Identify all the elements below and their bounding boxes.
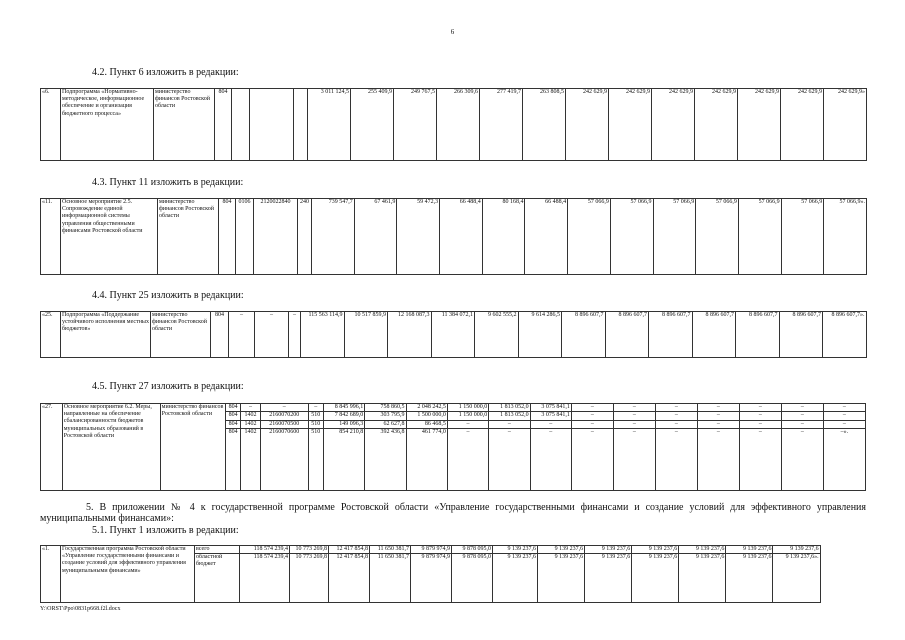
- value-cell: –: [447, 429, 488, 491]
- table-point-11: [40, 198, 867, 275]
- value-cell: 149 096,3: [323, 420, 364, 428]
- value-cell: –: [823, 420, 865, 428]
- page-number: 6: [450, 28, 455, 36]
- value-cell: –: [571, 429, 613, 491]
- value-cell: –: [697, 429, 739, 491]
- value-cell: 115 563 114,9: [301, 312, 345, 358]
- value-cell: 66 488,4: [525, 199, 568, 275]
- table-row: [41, 89, 867, 161]
- value-cell: –: [655, 404, 697, 412]
- section-heading-5-1: 5.1. Пункт 1 изложить в редакции:: [92, 525, 239, 536]
- value-cell: 7 842 689,0: [323, 412, 364, 420]
- vr-cell: [294, 89, 308, 161]
- value-cell: 242 629,9: [738, 89, 781, 161]
- value-cell: 80 168,4: [482, 199, 525, 275]
- value-cell: 9 139 237,6: [679, 554, 726, 603]
- csr-cell: 2160070600: [260, 429, 308, 491]
- value-cell: 249 767,5: [394, 89, 437, 161]
- value-cell: –: [655, 412, 697, 420]
- value-cell: 11 384 072,1: [431, 312, 475, 358]
- value-cell: 3 011 124,5: [308, 89, 351, 161]
- value-cell: 8 896 607,7: [605, 312, 649, 358]
- row-executor: министерство финансов Ростовской области: [151, 312, 211, 358]
- value-cell: 9 139 237,6: [726, 546, 773, 554]
- value-cell: 303 795,9: [365, 412, 406, 420]
- value-cell: 8 896 607,7: [649, 312, 693, 358]
- value-cell: 57 066,9: [653, 199, 696, 275]
- row-executor: министерство финансов Ростовской области: [160, 404, 225, 491]
- section-heading-4-3: 4.3. Пункт 11 изложить в редакции:: [92, 177, 244, 188]
- value-cell: –: [697, 420, 739, 428]
- value-cell: 10 773 269,8: [290, 546, 329, 554]
- value-cell: 9 139 237,6».: [773, 554, 820, 603]
- table-point-25: [40, 311, 867, 358]
- value-cell: 242 629,9: [566, 89, 609, 161]
- row-name: Основное мероприятие 6.2. Меры, направленные на обеспечение сбалансированности бюджетов муниципальных образований в Ростовской области: [62, 404, 160, 491]
- value-cell: –: [613, 429, 655, 491]
- value-cell: –».: [823, 429, 865, 491]
- csr-cell: –: [260, 404, 308, 412]
- vr-cell: –: [289, 312, 301, 358]
- file-path-footer: Y:\ORST\Ppo\0831p668.f2l.docx: [40, 606, 121, 612]
- csr-cell: –: [255, 312, 289, 358]
- value-cell: 263 808,5: [523, 89, 566, 161]
- grbs-cell: 804: [211, 312, 229, 358]
- section-heading-4-2: 4.2. Пункт 6 изложить в редакции:: [92, 67, 239, 78]
- vr-cell: –: [308, 404, 323, 412]
- grbs-cell: 804: [219, 199, 236, 275]
- value-cell: 9 139 237,6: [585, 546, 632, 554]
- value-cell: 9 139 237,6: [493, 554, 538, 603]
- row-number: «1.: [41, 546, 61, 603]
- rzpr-cell: 1402: [241, 429, 261, 491]
- value-cell: –: [571, 404, 613, 412]
- value-cell: 57 066,9: [738, 199, 781, 275]
- value-cell: –: [530, 420, 571, 428]
- value-cell: 12 417 854,8: [329, 554, 370, 603]
- row-executor: министерство финансов Ростовской области: [158, 199, 219, 275]
- value-cell: –: [697, 412, 739, 420]
- value-cell: –: [489, 429, 530, 491]
- value-cell: –: [530, 429, 571, 491]
- paragraph-5: 5. В приложении № 4 к государственной программе Ростовской области «Управление государственными финансами и создание условий для эффективного управления муниципальными финансами»:: [40, 502, 866, 524]
- value-cell: –: [447, 420, 488, 428]
- value-cell: 1 813 052,0: [489, 412, 530, 420]
- value-cell: –: [613, 420, 655, 428]
- grbs-cell: 804: [225, 404, 240, 412]
- value-cell: 242 629,9: [609, 89, 652, 161]
- value-cell: 67 461,9: [354, 199, 397, 275]
- csr-cell: 2160070500: [260, 420, 308, 428]
- value-cell: –: [781, 412, 823, 420]
- value-cell: 242 629,9»: [824, 89, 867, 161]
- value-cell: 1 150 000,0: [447, 404, 488, 412]
- value-cell: 255 409,9: [351, 89, 394, 161]
- value-cell: –: [781, 404, 823, 412]
- vr-cell: 510: [308, 420, 323, 428]
- value-cell: 11 650 381,7: [370, 554, 411, 603]
- row-name: Подпрограмма «Поддержание устойчивого исполнения местных бюджетов»: [61, 312, 151, 358]
- value-cell: 57 066,9: [610, 199, 653, 275]
- rzpr-cell: 0106: [236, 199, 254, 275]
- table-row: [41, 312, 867, 358]
- value-cell: 242 629,9: [652, 89, 695, 161]
- row-name: Государственная программа Ростовской области «Управление государственными финансами и создание условий для эффективного управления муниципальными финансами»: [61, 546, 195, 603]
- value-cell: 9 139 237,6: [632, 546, 679, 554]
- value-cell: 9 614 286,5: [518, 312, 562, 358]
- value-cell: 12 168 087,3: [388, 312, 432, 358]
- value-cell: –: [739, 412, 781, 420]
- rzpr-cell: –: [229, 312, 255, 358]
- value-cell: 277 419,7: [480, 89, 523, 161]
- csr-cell: [250, 89, 294, 161]
- value-cell: 242 629,9: [695, 89, 738, 161]
- value-cell: 11 650 381,7: [370, 546, 411, 554]
- value-cell: 9 139 237,6: [585, 554, 632, 603]
- table-row: [41, 199, 867, 275]
- section-heading-4-5: 4.5. Пункт 27 изложить в редакции:: [92, 381, 244, 392]
- value-cell: –: [613, 412, 655, 420]
- value-cell: 8 896 607,7: [736, 312, 780, 358]
- value-cell: 758 860,5: [365, 404, 406, 412]
- table-point-6: [40, 88, 867, 161]
- value-cell: 9 878 095,0: [452, 554, 493, 603]
- value-cell: –: [739, 420, 781, 428]
- grbs-cell: 804: [225, 412, 240, 420]
- value-cell: –: [781, 420, 823, 428]
- value-cell: 8 896 607,7: [779, 312, 823, 358]
- section-heading-4-4: 4.4. Пункт 25 изложить в редакции:: [92, 290, 244, 301]
- value-cell: 9 139 237,6: [726, 554, 773, 603]
- csr-cell: 2160070200: [260, 412, 308, 420]
- value-cell: 2 048 242,5: [406, 404, 447, 412]
- rzpr-cell: –: [241, 404, 261, 412]
- funding-source: областной бюджет: [195, 554, 240, 603]
- value-cell: 62 627,8: [365, 420, 406, 428]
- value-cell: 57 066,9».: [824, 199, 867, 275]
- value-cell: 12 417 854,8: [329, 546, 370, 554]
- funding-source: всего: [195, 546, 240, 554]
- value-cell: 9 139 237,6: [538, 546, 585, 554]
- csr-cell: 2120022840: [254, 199, 298, 275]
- value-cell: 461 774,0: [406, 429, 447, 491]
- value-cell: –: [655, 429, 697, 491]
- vr-cell: 510: [308, 429, 323, 491]
- value-cell: –: [489, 420, 530, 428]
- value-cell: 854 210,8: [323, 429, 364, 491]
- value-cell: 118 574 239,4: [240, 554, 290, 603]
- grbs-cell: 804: [215, 89, 232, 161]
- value-cell: –: [823, 404, 865, 412]
- row-number: «25.: [41, 312, 61, 358]
- value-cell: 57 066,9: [781, 199, 824, 275]
- value-cell: 9 139 237,6: [632, 554, 679, 603]
- value-cell: 739 547,7: [312, 199, 355, 275]
- value-cell: 10 773 269,8: [290, 554, 329, 603]
- value-cell: 9 602 555,2: [475, 312, 519, 358]
- rzpr-cell: 1402: [241, 420, 261, 428]
- value-cell: –: [697, 404, 739, 412]
- rzpr-cell: [232, 89, 250, 161]
- value-cell: –: [571, 420, 613, 428]
- table-row: [41, 546, 868, 554]
- rzpr-cell: 1402: [241, 412, 261, 420]
- value-cell: 8 896 607,7».: [823, 312, 867, 358]
- value-cell: 9 139 237,6: [773, 546, 820, 554]
- value-cell: 9 879 974,9: [411, 546, 452, 554]
- value-cell: 59 472,3: [397, 199, 440, 275]
- value-cell: 9 879 974,9: [411, 554, 452, 603]
- row-name: Основное мероприятие 2.5. Сопровождение единой информационной системы управления общественными финансами Ростовской области: [61, 199, 158, 275]
- grbs-cell: 804: [225, 429, 240, 491]
- value-cell: 66 488,4: [440, 199, 483, 275]
- table-point-27: [40, 403, 866, 491]
- table-point-1: [40, 545, 868, 603]
- value-cell: 9 139 237,6: [679, 546, 726, 554]
- value-cell: 8 896 607,7: [692, 312, 736, 358]
- value-cell: –: [823, 412, 865, 420]
- value-cell: –: [739, 404, 781, 412]
- value-cell: 8 845 996,1: [323, 404, 364, 412]
- value-cell: –: [571, 412, 613, 420]
- value-cell: 9 139 237,6: [538, 554, 585, 603]
- value-cell: 1 500 000,0: [406, 412, 447, 420]
- table-row: [41, 404, 866, 412]
- row-executor: министерство финансов Ростовской области: [154, 89, 215, 161]
- row-number: «6.: [41, 89, 61, 161]
- value-cell: 392 436,8: [365, 429, 406, 491]
- row-name: Подпрограмма «Нормативно-методическое, информационное обеспечение и организация бюджетного процесса»: [61, 89, 154, 161]
- grbs-cell: 804: [225, 420, 240, 428]
- value-cell: 3 075 841,1: [530, 412, 571, 420]
- row-number: «27.: [41, 404, 63, 491]
- value-cell: 86 468,5: [406, 420, 447, 428]
- value-cell: 1 813 052,0: [489, 404, 530, 412]
- value-cell: 10 517 859,9: [344, 312, 388, 358]
- value-cell: –: [613, 404, 655, 412]
- value-cell: 9 878 095,0: [452, 546, 493, 554]
- value-cell: –: [781, 429, 823, 491]
- value-cell: 9 139 237,6: [493, 546, 538, 554]
- value-cell: 266 309,6: [437, 89, 480, 161]
- vr-cell: 240: [298, 199, 312, 275]
- value-cell: –: [655, 420, 697, 428]
- value-cell: 57 066,9: [696, 199, 739, 275]
- vr-cell: 510: [308, 412, 323, 420]
- value-cell: 8 896 607,7: [562, 312, 606, 358]
- value-cell: 118 574 239,4: [240, 546, 290, 554]
- value-cell: 3 075 841,1: [530, 404, 571, 412]
- value-cell: 57 066,9: [568, 199, 611, 275]
- row-number: «11.: [41, 199, 61, 275]
- value-cell: 242 629,9: [781, 89, 824, 161]
- value-cell: 1 150 000,0: [447, 412, 488, 420]
- value-cell: –: [739, 429, 781, 491]
